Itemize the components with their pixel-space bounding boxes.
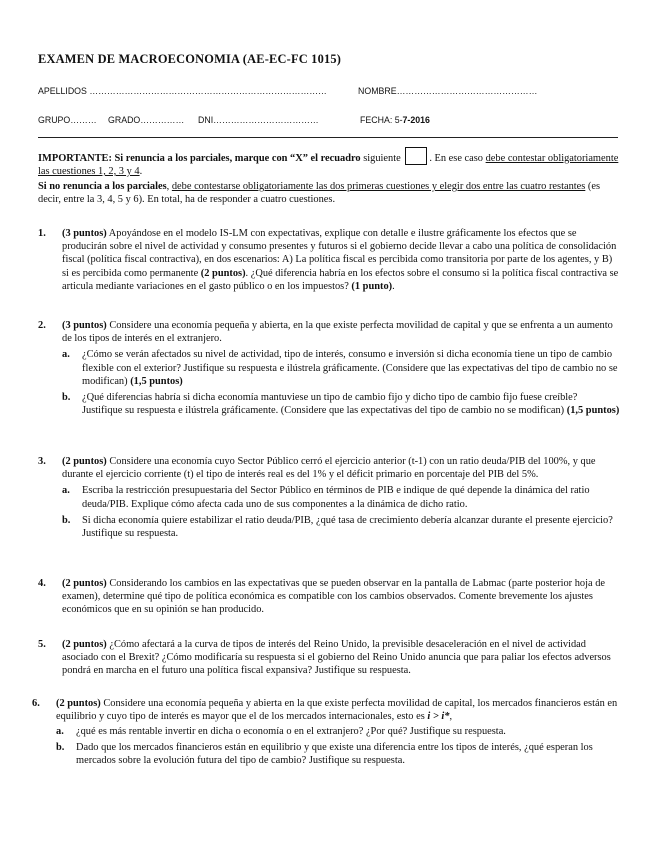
subquestion-label: b. — [56, 741, 65, 753]
no-renuncia-rest: (es decir, entre la 3, 4, 5 y 6). En total, ha de responder a cuatro cuestiones. — [38, 181, 601, 205]
question-body: Apoyándose en el modelo IS-LM con expectativas, explique con detalle e ilustre gráficamente los efectos que se producirán sobre el nivel de actividad y consumo presentes y futuros si el gobierno decide llevar a cabo una política de consolidación fiscal (política fiscal contractiva), en dos escenarios: A) La política fiscal es percibida como transitoria por parte de los agentes, y B) si es percibida como permanente — [62, 228, 617, 279]
no-renuncia-lead: Si no renuncia a los parciales — [38, 181, 167, 192]
question-number: 5. — [38, 639, 46, 650]
subquestion-label: b. — [62, 514, 71, 526]
question-text — [62, 227, 620, 293]
question-body: Considere una economía pequeña y abierta en la que existe perfecta movilidad de capital, los mercados financieros están en equilibrio y cuyo tipo de interés es mayor que el de los mercados internacionales, esto es — [56, 698, 618, 723]
subquestion-text: Escriba la restricción presupuestaria del Sector Público en términos de PIB e indique de qué depende la dinámica del ratio deuda/PIB. Explique cómo afecta cada uno de sus componentes a la dinámica de dicho ratio. — [82, 485, 590, 510]
subquestion-text: ¿qué es más rentable invertir en dicha o economía o en el extranjero? ¿Por qué? Justifique su respuesta. — [76, 726, 506, 738]
header-divider — [38, 137, 618, 138]
subquestion-points: (1,5 puntos) — [130, 375, 183, 387]
question-text — [56, 697, 620, 723]
subquestion-label: a. — [62, 485, 70, 497]
subquestion-points: (1,5 puntos) — [566, 405, 620, 417]
important-notice — [38, 147, 620, 178]
question-5 — [38, 638, 620, 678]
question-body: Considerando los cambios en las expectativas que se pueden observar en la pantalla de Labmac (parte posterior hoja de examen), determine qué tipo de política económica es compatible con los cambios observados. Comente brevemente los ajustes económicos que en su opinión se han producido. — [62, 578, 606, 616]
question-text — [62, 638, 620, 678]
question-body-3: . — [392, 280, 395, 292]
exam-title: EXAMEN DE MACROECONOMIA (AE-EC-FC 1015) — [38, 52, 342, 66]
question-2 — [38, 319, 620, 417]
question-4 — [38, 577, 620, 617]
dni-field: DNI……………………………… — [198, 115, 319, 125]
question-3 — [38, 455, 620, 540]
nombre-field: NOMBRE………………………………………… — [358, 86, 538, 96]
important-after-box: . En ese caso — [429, 153, 486, 164]
no-renuncia-sep: , — [166, 181, 172, 192]
grado-field: GRADO…………… — [108, 115, 185, 125]
subquestion-label: a. — [56, 726, 64, 738]
question-points-3: (1 punto) — [351, 280, 393, 292]
subquestion-label: a. — [62, 349, 70, 361]
question-number: 6. — [32, 698, 40, 709]
subquestion-label: b. — [62, 392, 71, 404]
question-number: 4. — [38, 578, 46, 589]
important-lead-rest: : Si renuncia a los parciales, marque con “X” el recuadro — [108, 153, 361, 164]
subquestion-text: ¿Qué diferencias habría si dicha economía mantuviese un tipo de cambio fijo y dicho tipo de cambio fijo fuese creíble? Justifique su respuesta e ilústrela gráficamente. (Considere que las expectativas del tipo de cambio no se modifican) — [82, 392, 578, 417]
question-points: (2 puntos) — [62, 456, 107, 467]
question-points: (2 puntos) — [56, 698, 101, 709]
subquestion-b — [56, 741, 620, 767]
question-number: 1. — [38, 228, 46, 239]
subquestion-b — [62, 391, 620, 417]
question-body-end: , — [449, 711, 453, 723]
apellidos-field: APELLIDOS ……………………………………………………………………… — [38, 86, 327, 96]
subquestion-a — [62, 348, 620, 388]
question-text — [62, 577, 620, 617]
interest-formula: i > i* — [427, 711, 450, 723]
question-points: (2 puntos) — [62, 578, 107, 589]
subquestion-a — [62, 484, 620, 510]
fecha-value: 7-2016 — [402, 115, 430, 125]
renuncia-checkbox[interactable] — [405, 147, 427, 165]
question-body: Considere una economía cuyo Sector Público cerró el ejercicio anterior (t-1) con un ratio deuda/PIB del 100%, y que durante el ejercicio corriente (t) el tipo de interés real es del 1% y el déficit primario en porcentaje del PIB del 5%. — [62, 456, 596, 481]
important-end: . — [139, 166, 143, 177]
question-body: Considere una economía pequeña y abierta, en la que existe perfecta movilidad de capital y que se enfrenta a un aumento de los tipos de interés en el extranjero. — [62, 320, 613, 345]
important-lead: IMPORTANTE — [38, 153, 109, 164]
question-text — [62, 319, 620, 345]
question-points-2: (2 puntos) — [200, 267, 246, 279]
question-text — [62, 455, 620, 481]
subquestion-a — [56, 725, 620, 738]
question-6 — [32, 697, 620, 767]
grupo-field: GRUPO……… — [38, 115, 97, 125]
question-number: 2. — [38, 320, 46, 331]
question-points: (2 puntos) — [62, 639, 107, 650]
question-points: (3 puntos) — [62, 320, 107, 331]
subquestion-text: Si dicha economía quiere estabilizar el ratio deuda/PIB, ¿qué tasa de crecimiento debería alcanzar durante el presente ejercicio? Justifique su respuesta. — [82, 514, 613, 540]
important-underline: debe contestar obligatoriamente las cuestiones 1, 2, 3 y 4 — [38, 153, 619, 177]
subquestion-text: Dado que los mercados financieros están en equilibrio y que existe una diferencia entre los tipos de interés, ¿qué esperan los mercados sobre la evolución futura del tipo de cambio? Justifique su respuesta. — [76, 741, 593, 766]
no-renuncia-underline: debe contestarse obligatoriamente las dos primeras cuestiones y elegir dos entre las cuatro restantes — [171, 181, 586, 192]
question-1 — [38, 227, 620, 293]
subquestion-text: ¿Cómo se verán afectados su nivel de actividad, tipo de interés, consumo e inversión si dicha economía tiene un tipo de cambio flexible con el exterior? Justifique su respuesta e ilústrela gráficamente. (Considere que las expectativas del tipo de cambio no se modifican) — [82, 349, 618, 387]
no-renuncia-notice — [38, 180, 620, 206]
important-before-box: siguiente — [360, 153, 404, 164]
question-points: (3 puntos) — [62, 228, 107, 239]
question-number: 3. — [38, 456, 46, 467]
fecha-label: FECHA: 5- — [360, 115, 403, 125]
question-body: ¿Cómo afectará a la curva de tipos de interés del Reino Unido, la previsible desaceleración en el nivel de actividad asociado con el Brexit? ¿Cómo modificaría su respuesta si el gobierno del Reino Unido anuncia que para paliar los efectos adversos pondrá en marcha en el futuro una política fiscal expansiva? Justifique su respuesta. — [62, 639, 611, 677]
question-body-2: . ¿Qué diferencia habría en los efectos sobre el consumo si la política fiscal contractiva se articula mediante variaciones en el gasto público o en los impuestos? — [62, 267, 619, 292]
fecha-field — [360, 115, 430, 125]
subquestion-b — [62, 514, 620, 540]
